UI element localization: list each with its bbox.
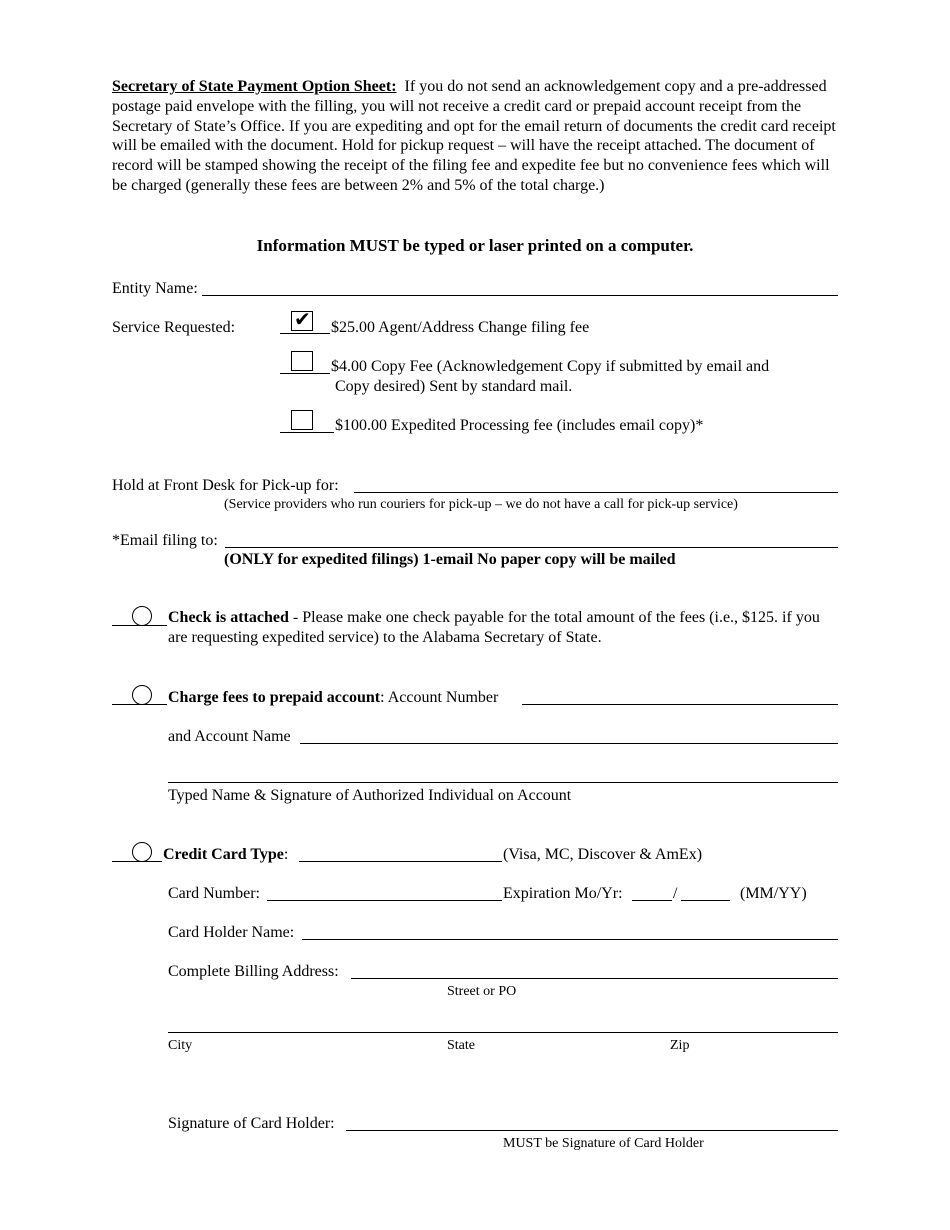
billing-city-state-zip-field[interactable]: [168, 1032, 838, 1033]
authorized-signature-caption: Typed Name & Signature of Authorized Individual on Account: [168, 787, 572, 804]
intro-body: If you do not send an acknowledgement copy and a pre-addressed postage paid envelope with the filling, you will not receive a credit card or prepaid account receipt from the Secretary of State’s Office. If you are expediting and opt for the email return of documents the credit card receipt will be emailed with the document. Hold for pickup request – will have the receipt attached. The document of record will be stamped showing the receipt of the filing fee and expedite fee but no convenience fees which will be charged (generally these fees are between 2% and 5% of the total charge.): [112, 78, 836, 194]
credit-option-radio[interactable]: [132, 842, 152, 862]
check-option-bold: Check is attached: [168, 609, 289, 626]
hold-label: Hold at Front Desk for Pick-up for:: [112, 477, 339, 494]
typed-notice: Information MUST be typed or laser printed on a computer.: [256, 236, 694, 255]
billing-street-field[interactable]: [351, 978, 838, 979]
service-option-2-label-line2: Copy desired) Sent by standard mail.: [335, 378, 573, 395]
street-caption: Street or PO: [447, 984, 517, 999]
state-caption: State: [447, 1038, 475, 1053]
authorized-signature-field[interactable]: [168, 782, 838, 783]
expiration-label: Expiration Mo/Yr:: [503, 885, 623, 902]
email-label: *Email filing to:: [112, 532, 218, 549]
service-option-2-checkbox[interactable]: [291, 351, 313, 371]
billing-address-label: Complete Billing Address:: [168, 963, 339, 980]
expiration-year-field[interactable]: [681, 900, 730, 901]
card-holder-name-label: Card Holder Name:: [168, 924, 295, 941]
email-note: (ONLY for expedited filings) 1-email No paper copy will be mailed: [224, 551, 676, 568]
hold-field[interactable]: [354, 492, 838, 493]
prepaid-option-radio[interactable]: [132, 685, 152, 705]
check-mark-icon: ✔: [294, 307, 311, 331]
prepaid-text: : Account Number: [380, 689, 499, 706]
prepaid-option-label: [168, 688, 498, 707]
card-holder-signature-field[interactable]: [346, 1130, 838, 1131]
entity-name-label: Entity Name:: [112, 280, 198, 297]
credit-card-type-colon: :: [283, 846, 289, 863]
account-name-field[interactable]: [300, 743, 838, 744]
zip-caption: Zip: [670, 1038, 690, 1053]
card-holder-name-field[interactable]: [302, 939, 838, 940]
service-option-2-blank: [280, 373, 330, 374]
check-option-desc: - Please make one check payable for the total amount of the fees (i.e., $125. if you are requesting expedited service) to the Alabama Secretary of State.: [168, 609, 820, 646]
expiration-slash: /: [673, 885, 678, 902]
card-number-field[interactable]: [267, 900, 502, 901]
intro-paragraph: [112, 77, 840, 196]
credit-card-type-label: [163, 845, 288, 864]
service-option-3-label: $100.00 Expedited Processing fee (includes email copy)*: [335, 417, 704, 434]
service-requested-label: Service Requested:: [112, 319, 236, 336]
service-option-3-checkbox[interactable]: [291, 410, 313, 430]
card-holder-signature-caption: MUST be Signature of Card Holder: [503, 1136, 704, 1151]
account-name-label: and Account Name: [168, 728, 291, 745]
service-option-3-blank: [280, 432, 334, 433]
expiration-month-field[interactable]: [632, 900, 672, 901]
entity-name-field[interactable]: [202, 295, 838, 296]
intro-heading: Secretary of State Payment Option Sheet:: [112, 78, 397, 95]
card-number-label: Card Number:: [168, 885, 260, 902]
service-option-1-checkbox[interactable]: [291, 307, 313, 331]
account-number-field[interactable]: [522, 704, 838, 705]
check-option-radio[interactable]: [132, 606, 152, 626]
credit-card-type-bold: Credit Card Type: [163, 846, 284, 863]
card-holder-signature-label: Signature of Card Holder:: [168, 1115, 335, 1132]
prepaid-bold: Charge fees to prepaid account: [168, 689, 381, 706]
check-option-text: [168, 608, 840, 648]
city-caption: City: [168, 1038, 193, 1053]
credit-card-types-note: (Visa, MC, Discover & AmEx): [503, 846, 703, 863]
expiration-format-note: (MM/YY): [740, 885, 807, 902]
service-option-1-label: $25.00 Agent/Address Change filing fee: [331, 319, 590, 336]
service-option-1-blank: [280, 333, 330, 334]
email-field[interactable]: [225, 547, 838, 548]
credit-card-type-field[interactable]: [299, 861, 502, 862]
service-option-2-label-line1: $4.00 Copy Fee (Acknowledgement Copy if submitted by email and: [331, 358, 770, 375]
hold-note: (Service providers who run couriers for pick-up – we do not have a call for pick-up service): [224, 497, 738, 512]
